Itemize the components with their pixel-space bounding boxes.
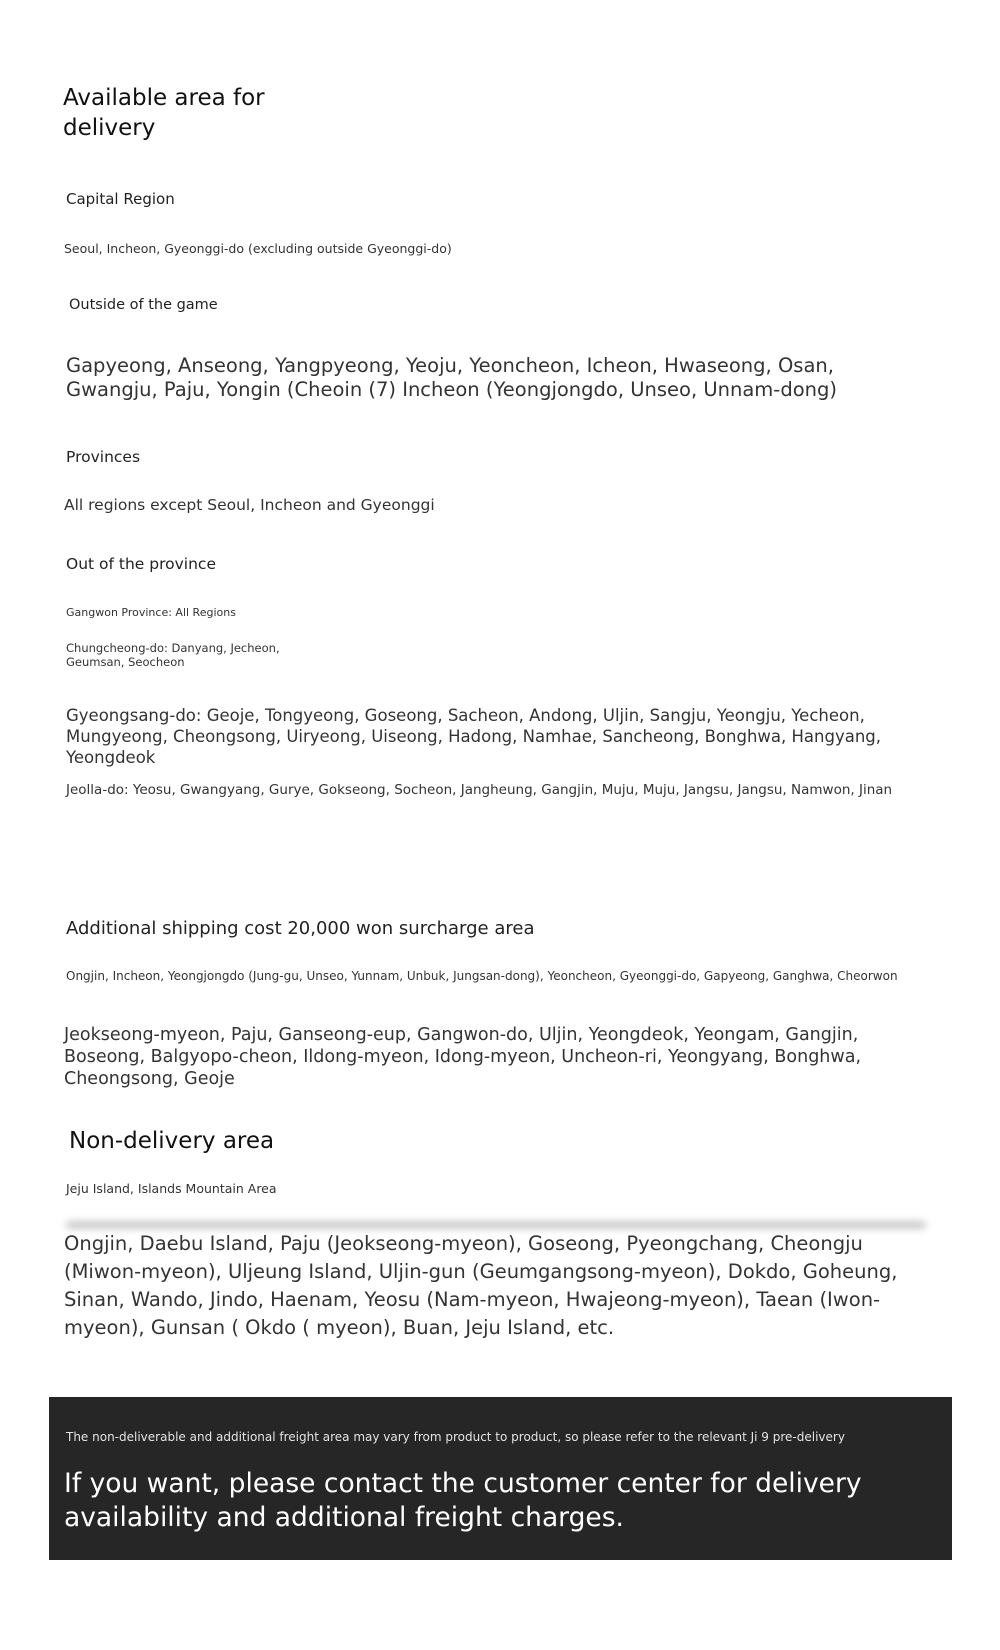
capital-region-text: Seoul, Incheon, Gyeonggi-do (excluding outside Gyeonggi-do): [64, 241, 452, 256]
page-title: Available area for delivery: [63, 85, 265, 141]
gangwon-text: Gangwon Province: All Regions: [66, 606, 236, 619]
provinces-heading: Provinces: [66, 448, 141, 466]
outside-game-text: Gapyeong, Anseong, Yangpyeong, Yeoju, Yeoncheon, Icheon, Hwaseong, Osan, Gwangju, Paju, Yongin (Cheoin (7) Incheon (Yeongjongdo, Unseo, Unnam-dong): [66, 354, 837, 401]
non-delivery-text: Jeju Island, Islands Mountain Area: [66, 1181, 277, 1196]
surcharge-area-text-secondary: Jeokseong-myeon, Paju, Ganseong-eup, Gangwon-do, Uljin, Yeongdeok, Yeongam, Gangjin, Boseong, Balgyopo-cheon, Ildong-myeon, Idong-myeon, Uncheon-ri, Yeongyang, Bonghwa, Cheongsong, Geoje: [64, 1025, 862, 1089]
surcharge-area-heading: Additional shipping cost 20,000 won surcharge area: [66, 918, 535, 939]
gyeongsang-text: Gyeongsang-do: Geoje, Tongyeong, Goseong, Sacheon, Andong, Uljin, Sangju, Yeongju, Yecheon, Mungyeong, Cheongsong, Uiryeong, Uiseong, Hadong, Namhae, Sancheong, Bonghwa, Hangyang, Yeongdeok: [66, 706, 882, 767]
surcharge-area-text: Ongjin, Incheon, Yeongjongdo (Jung-gu, Unseo, Yunnam, Unbuk, Jungsan-dong), Yeoncheon, Gyeonggi-do, Gapyeong, Ganghwa, Cheorwon: [66, 969, 898, 983]
jeolla-text: Jeolla-do: Yeosu, Gwangyang, Gurye, Gokseong, Socheon, Jangheung, Gangjin, Muju, Muju, Jangsu, Jangsu, Namwon, Jinan: [66, 782, 893, 798]
notice-small-text: The non-deliverable and additional freight area may vary from product to product, so please refer to the relevant Ji 9 pre-delivery: [66, 1430, 845, 1444]
out-of-province-heading: Out of the province: [66, 555, 216, 573]
divider-line: [66, 1222, 926, 1228]
non-delivery-text-secondary: Ongjin, Daebu Island, Paju (Jeokseong-myeon), Goseong, Pyeongchang, Cheongju (Miwon-myeon), Uljeung Island, Uljin-gun (Geumgangsong-myeon), Dokdo, Goheung, Sinan, Wando, Jindo, Haenam, Yeosu (Nam-myeon, Hwajeong-myeon), Taean (Iwon-myeon), Gunsan ( Okdo ( myeon), Buan, Jeju Island, etc.: [64, 1232, 898, 1339]
notice-banner: [49, 1397, 952, 1560]
non-delivery-heading: Non-delivery area: [69, 1128, 275, 1154]
notice-large-text: If you want, please contact the customer center for delivery availability and additional freight charges.: [64, 1468, 862, 1533]
capital-region-heading: Capital Region: [66, 190, 175, 208]
chungcheong-text: Chungcheong-do: Danyang, Jecheon, Geumsan, Seocheon: [66, 641, 280, 669]
outside-game-heading: Outside of the game: [69, 297, 218, 313]
provinces-text: All regions except Seoul, Incheon and Gyeonggi: [64, 496, 435, 514]
